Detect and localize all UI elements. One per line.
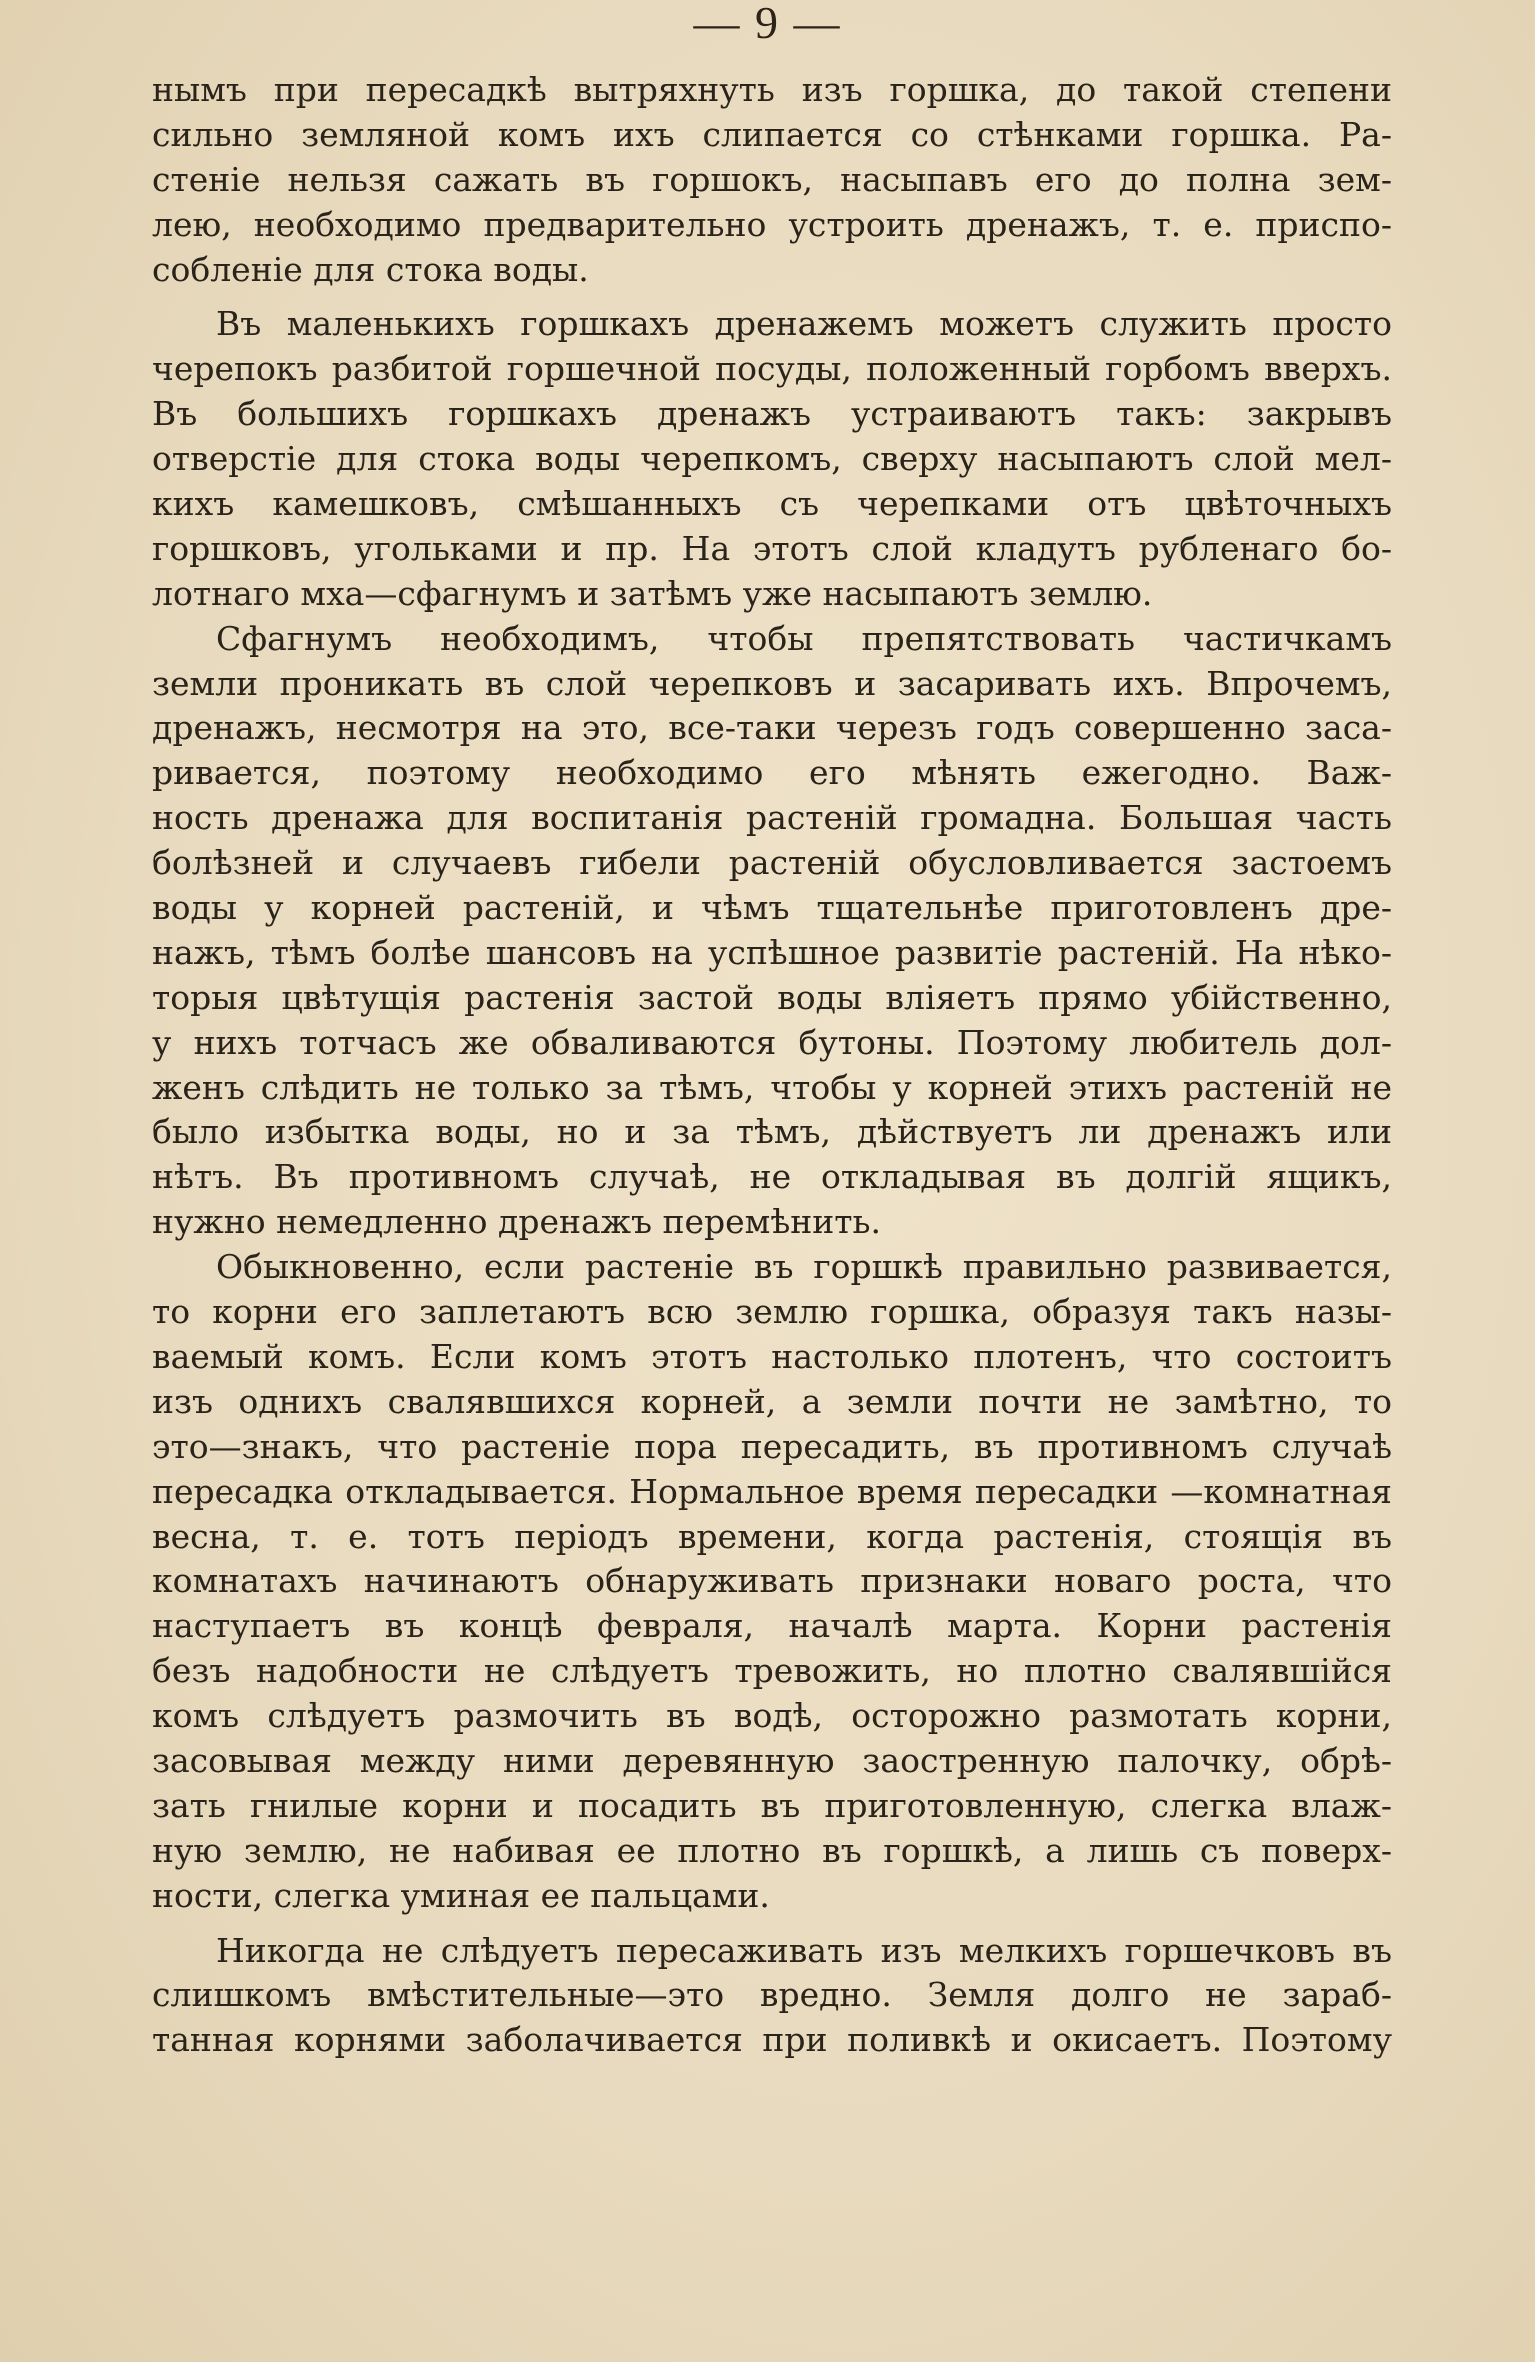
text-line: лею, необходимо предварительно устроить дренажъ, т. е. приспо- <box>152 204 1392 244</box>
text-line: черепокъ разбитой горшечной посуды, положенный горбомъ вверхъ. <box>152 349 1392 389</box>
text-line: у нихъ тотчасъ же обваливаются бутоны. Поэтому любитель дол- <box>152 1022 1392 1062</box>
text-line: нажъ, тѣмъ болѣе шансовъ на успѣшное развитіе растеній. На нѣко- <box>152 932 1392 972</box>
text-line: нѣтъ. Въ противномъ случаѣ, не откладывая въ долгій ящикъ, <box>152 1157 1392 1197</box>
text-line: это—знакъ, что растеніе пора пересадить, въ противномъ случаѣ <box>152 1426 1392 1466</box>
text-line: комъ слѣдуетъ размочить въ водѣ, осторожно размотать корни, <box>152 1696 1392 1736</box>
text-line: Въ маленькихъ горшкахъ дренажемъ можетъ служить просто <box>216 304 1392 344</box>
text-line: кихъ камешковъ, смѣшанныхъ съ черепками отъ цвѣточныхъ <box>152 484 1392 524</box>
text-line: Сфагнумъ необходимъ, чтобы препятствовать частичкамъ <box>216 618 1392 658</box>
text-line: ную землю, не набивая ее плотно въ горшкѣ, а лишь съ поверх- <box>152 1830 1392 1870</box>
paragraph <box>152 302 1392 616</box>
text-line: ваемый комъ. Если комъ этотъ настолько плотенъ, что состоитъ <box>152 1336 1392 1376</box>
text-line: дренажъ, несмотря на это, все-таки черезъ годъ совершенно заса- <box>152 708 1392 748</box>
text-line: засовывая между ними деревянную заостренную палочку, обрѣ- <box>152 1740 1392 1780</box>
text-line: болѣзней и случаевъ гибели растеній обусловливается застоемъ <box>152 843 1392 883</box>
text-line: было избытка воды, но и за тѣмъ, дѣйствуетъ ли дренажъ или <box>152 1112 1392 1152</box>
paragraph <box>152 1929 1392 2064</box>
text-line: наступаетъ въ концѣ февраля, началѣ марта. Корни растенія <box>152 1606 1392 1646</box>
text-line: горшковъ, угольками и пр. На этотъ слой кладутъ рубленаго бо- <box>152 528 1392 568</box>
text-line: воды у корней растеній, и чѣмъ тщательнѣе приготовленъ дре- <box>152 888 1392 928</box>
text-line: ность дренажа для воспитанія растеній громадна. Большая часть <box>152 798 1392 838</box>
text-line: безъ надобности не слѣдуетъ тревожить, но плотно свалявшійся <box>152 1651 1392 1691</box>
text-line: отверстіе для стока воды черепкомъ, сверху насыпаютъ слой мел- <box>152 439 1392 479</box>
text-line: Никогда не слѣдуетъ пересаживать изъ мелкихъ горшечковъ въ <box>216 1930 1392 1970</box>
paragraph <box>152 68 1392 292</box>
paragraph <box>152 1245 1392 1918</box>
text-line: комнатахъ начинаютъ обнаруживать признаки новаго роста, что <box>152 1561 1392 1601</box>
paragraph <box>152 617 1392 1245</box>
text-line: Въ большихъ горшкахъ дренажъ устраиваютъ такъ: закрывъ <box>152 394 1392 434</box>
text-line: пересадка откладывается. Нормальное время пересадки —комнатная <box>152 1471 1392 1511</box>
text-line: торыя цвѣтущія растенія застой воды вліяетъ прямо убійственно, <box>152 977 1392 1017</box>
text-line: зать гнилые корни и посадить въ приготовленную, слегка влаж- <box>152 1785 1392 1825</box>
text-line: женъ слѣдить не только за тѣмъ, чтобы у корней этихъ растеній не <box>152 1067 1392 1107</box>
page-number: — 9 — <box>693 0 842 48</box>
text-line: лотнаго мха—сфагнумъ и затѣмъ уже насыпаютъ землю. <box>152 573 1153 613</box>
text-line: сильно земляной комъ ихъ слипается со стѣнками горшка. Ра- <box>152 114 1392 154</box>
text-line: нымъ при пересадкѣ вытряхнуть изъ горшка, до такой степени <box>152 70 1392 109</box>
text-line: Обыкновенно, если растеніе въ горшкѣ правильно развивается, <box>216 1247 1392 1287</box>
text-line: земли проникать въ слой черепковъ и засаривать ихъ. Впрочемъ, <box>152 663 1392 703</box>
text-line: изъ однихъ свалявшихся корней, а земли почти не замѣтно, то <box>152 1381 1392 1421</box>
text-line: ности, слегка уминая ее пальцами. <box>152 1875 770 1915</box>
text-line: стеніе нельзя сажать въ горшокъ, насыпавъ его до полна зем- <box>152 159 1392 199</box>
text-line: слишкомъ вмѣстительные—это вредно. Земля долго не зараб- <box>152 1975 1392 2015</box>
text-line: ривается, поэтому необходимо его мѣнять ежегодно. Важ- <box>152 753 1392 793</box>
body-text <box>152 68 1392 2063</box>
text-line: собленіе для стока воды. <box>152 249 589 289</box>
text-line: нужно немедленно дренажъ перемѣнить. <box>152 1202 881 1242</box>
text-line: весна, т. е. тотъ періодъ времени, когда растенія, стоящія въ <box>152 1516 1392 1556</box>
text-line: то корни его заплетаютъ всю землю горшка, образуя такъ назы- <box>152 1292 1392 1332</box>
text-line: танная корнями заболачивается при поливкѣ и окисаетъ. Поэтому <box>152 2020 1392 2060</box>
